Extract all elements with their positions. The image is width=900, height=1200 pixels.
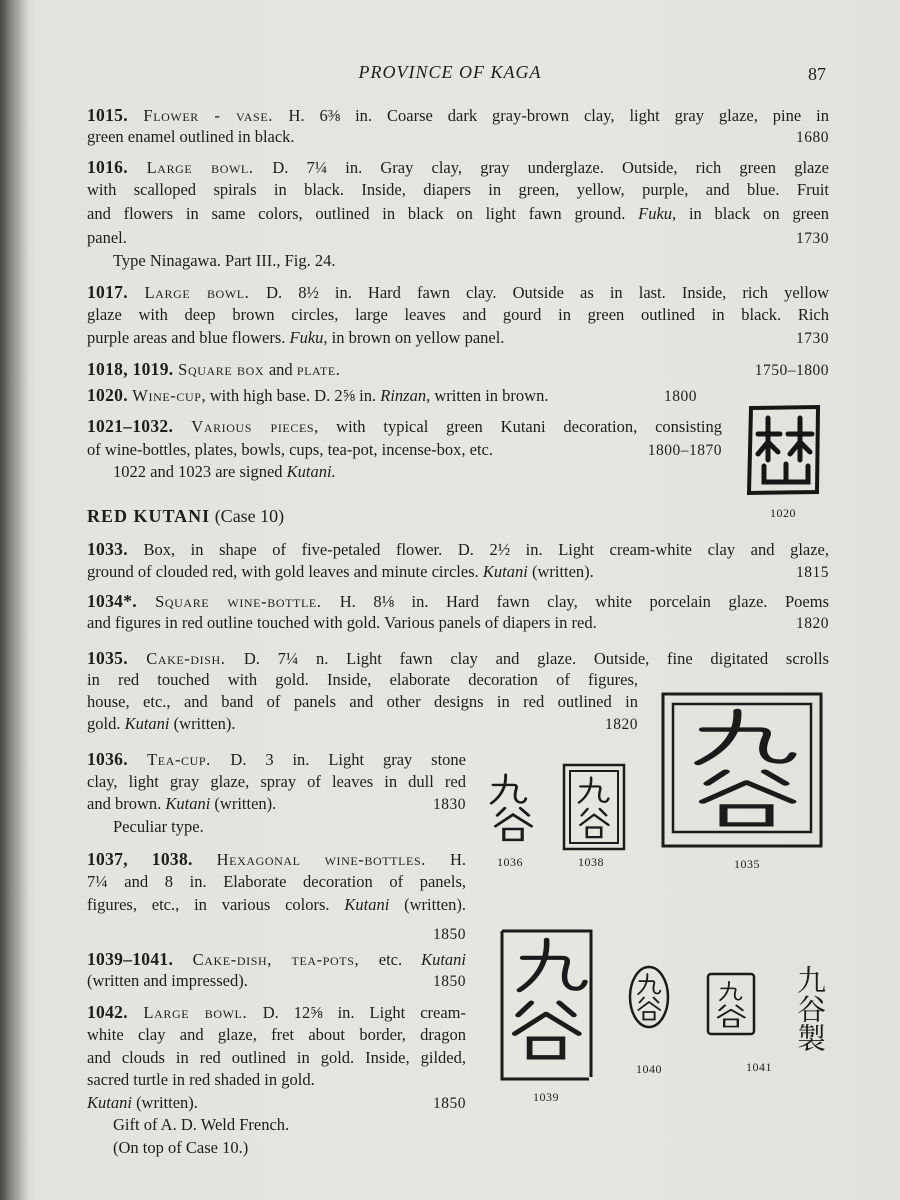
entry-number: 1037, 1038.: [87, 849, 193, 869]
object-type: Large bowl.: [127, 283, 267, 302]
object-type: Flower - vase.: [127, 106, 289, 125]
text-line: [87, 748, 466, 770]
line-text: [87, 894, 466, 916]
mark-1039: [499, 927, 595, 1083]
text-line: [113, 1114, 466, 1136]
line-text: [87, 1047, 466, 1069]
object-type: Large bowl.: [127, 158, 273, 177]
text-line: [113, 461, 722, 483]
line-text: [87, 917, 423, 939]
mark-name: Kutani: [421, 950, 466, 969]
mark-label-1038: 1038: [578, 855, 604, 869]
entry-number: 1042.: [87, 1002, 128, 1022]
text-line: [87, 1069, 466, 1091]
mark-1036: [488, 772, 538, 842]
text-segment: (written).: [131, 1093, 198, 1112]
line-text: [87, 104, 829, 126]
mark-name: Kutani: [124, 714, 170, 733]
entry-date: 1850: [433, 926, 466, 943]
text-segment: , in brown on yellow panel.: [323, 328, 505, 347]
text-segment: white clay and glaze, fret about border, dragon: [87, 1025, 466, 1044]
line-text: [87, 304, 829, 326]
entry-date: 1850: [433, 973, 466, 990]
text-segment: (written).: [527, 562, 594, 581]
line-text: [87, 156, 829, 178]
entry-date: 1815: [796, 564, 829, 581]
text-line: [87, 894, 466, 916]
text-segment: purple areas and blue flowers.: [87, 328, 290, 347]
line-text: [87, 612, 786, 634]
entry-date: 1830: [433, 796, 466, 813]
entry-number: 1020.: [87, 385, 128, 405]
line-text: [113, 1114, 466, 1136]
text-segment: D. 3 in. Light gray stone: [230, 750, 466, 769]
text-segment: (written).: [389, 895, 466, 914]
line-text: [87, 327, 786, 349]
text-segment: , with high base. D. 2⅝ in.: [201, 386, 381, 405]
line-text: [87, 1001, 466, 1023]
object-type: Cake-dish.: [127, 649, 244, 668]
text-segment: Box, in shape of five-petaled flower. D. 2½ in. Light cream-white clay and glaze,: [127, 540, 829, 559]
text-line: [87, 384, 697, 406]
line-text: [113, 461, 722, 483]
text-line: [87, 327, 829, 349]
text-segment: sacred turtle in red shaded in gold.: [87, 1070, 315, 1089]
mark-1041: [706, 972, 756, 1036]
text-segment: D. 12⅝ in. Light cream-: [262, 1003, 466, 1022]
page-number: 87: [808, 64, 826, 84]
entry-date: 1820: [796, 615, 829, 632]
mark-label-1041: 1041: [746, 1060, 772, 1074]
text-segment: ground of clouded red, with gold leaves and minute circles.: [87, 562, 483, 581]
text-line: [87, 793, 466, 815]
text-line: [87, 647, 829, 669]
text-line: [87, 561, 829, 583]
entry-number: 1036.: [87, 749, 128, 769]
text-segment: (written).: [210, 794, 277, 813]
line-text: [87, 713, 595, 735]
line-text: [87, 415, 722, 437]
entry-number: 1015.: [87, 105, 128, 125]
object-type: plate.: [296, 360, 341, 379]
line-text: [87, 1092, 423, 1114]
line-text: [87, 793, 423, 815]
mark-1035: [661, 692, 823, 848]
mark-label-1040: 1040: [636, 1062, 662, 1076]
line-text: [87, 948, 466, 970]
object-type: Large bowl.: [127, 1003, 263, 1022]
line-text: [87, 538, 829, 560]
text-line: [87, 179, 829, 201]
text-segment: gold.: [87, 714, 125, 733]
line-text: [87, 179, 829, 201]
text-segment: and: [268, 360, 297, 379]
text-segment: and figures in red outline touched with gold. Various panels of diapers in red.: [87, 613, 597, 632]
entry-date: 1680: [796, 129, 829, 146]
text-line: [113, 250, 829, 272]
text-line: [87, 126, 829, 148]
text-segment: , written in brown.: [426, 386, 549, 405]
mark-name: Kutani: [165, 794, 211, 813]
text-segment: of wine-bottles, plates, bowls, cups, tea-pot, incense-box, etc.: [87, 440, 493, 459]
text-line: [113, 816, 466, 838]
mark-name: Fuku: [289, 328, 324, 347]
running-header: PROVINCE OF KAGA: [358, 62, 542, 82]
text-line: [87, 304, 829, 326]
text-line: [113, 1137, 466, 1159]
text-line: [87, 104, 829, 126]
text-segment: H. 8⅛ in. Hard fawn clay, white porcelain glaze. Poems: [339, 592, 829, 611]
mark-label-1036: 1036: [497, 855, 523, 869]
text-line: [87, 713, 638, 735]
line-text: [87, 669, 638, 691]
line-text: [87, 126, 786, 148]
object-type: Various pieces: [173, 417, 315, 436]
line-text: [87, 203, 829, 225]
entry-number: 1035.: [87, 648, 128, 668]
mark-name: Kutani: [482, 562, 528, 581]
text-line: [87, 203, 829, 225]
text-segment: panel.: [87, 228, 127, 247]
object-type: Cake-dish, tea-pots,: [173, 950, 379, 969]
mark-1038: [562, 763, 626, 851]
text-line: [87, 281, 829, 303]
section-title: RED KUTANI: [87, 506, 211, 526]
text-segment: and clouds in red outlined in gold. Inside, gilded,: [87, 1048, 466, 1067]
text-line: [87, 691, 638, 713]
text-segment: green enamel outlined in black.: [87, 127, 295, 146]
entry-number: 1034*.: [87, 591, 137, 611]
text-line: [87, 590, 829, 612]
line-text: [87, 590, 829, 612]
text-segment: 7¼ and 8 in. Elaborate decoration of panels,: [87, 872, 466, 891]
line-text: [87, 647, 829, 669]
object-type: Square wine-bottle.: [136, 592, 340, 611]
entry-number: 1021–1032.: [87, 416, 174, 436]
line-text: [87, 771, 466, 793]
object-type: Hexagonal wine-bottles.: [192, 850, 450, 869]
entry-number: 1039–1041.: [87, 949, 174, 969]
line-text: [87, 1069, 466, 1091]
entry-date: 1800–1870: [647, 442, 722, 459]
line-text: [87, 281, 829, 303]
text-segment: 1022 and 1023 are signed: [113, 462, 287, 481]
line-text: [87, 748, 466, 770]
text-line: [87, 227, 829, 249]
text-segment: and flowers in same colors, outlined in black on light fawn ground.: [87, 204, 639, 223]
entry-number: 1017.: [87, 282, 128, 302]
text-segment: Type Ninagawa. Part III., Fig. 24.: [113, 251, 336, 270]
line-text: [87, 1024, 466, 1046]
mark-name: Kutani: [344, 895, 390, 914]
text-segment: , in black on green: [672, 204, 829, 223]
entry-date: 1850: [433, 1095, 466, 1112]
text-segment: Peculiar type.: [113, 817, 204, 836]
object-type: Square box: [173, 360, 269, 379]
text-segment: H. 6⅜ in. Coarse dark gray-brown clay, light gray glaze, pine in: [288, 106, 829, 125]
text-segment: D. 8½ in. Hard fawn clay. Outside as in last. Inside, rich yellow: [266, 283, 829, 302]
entry-date: 1750–1800: [754, 362, 829, 379]
entry-date: 1730: [796, 230, 829, 247]
line-text: [87, 561, 786, 583]
mark-name: Kutani.: [286, 462, 336, 481]
line-text: [87, 384, 654, 406]
text-segment: glaze with deep brown circles, large leaves and gourd in green outlined in black. Rich: [87, 305, 829, 324]
line-text: [87, 227, 786, 249]
text-line: [87, 538, 829, 560]
text-segment: , with typical green Kutani decoration, consisting: [314, 417, 722, 436]
mark-1040: [627, 964, 671, 1030]
entry-date: 1820: [605, 716, 638, 733]
object-type: Wine-cup: [127, 386, 202, 405]
text-line: [87, 917, 466, 943]
text-segment: etc.: [378, 950, 422, 969]
text-line: [87, 970, 466, 992]
mark-label-1020: 1020: [770, 506, 796, 520]
text-line: [87, 1024, 466, 1046]
mark-1020: [746, 404, 822, 496]
section-case: (Case 10): [214, 506, 285, 526]
text-line: [87, 848, 466, 870]
text-line: [87, 358, 829, 380]
text-line: [87, 439, 722, 461]
line-text: [87, 871, 466, 893]
text-line: [87, 771, 466, 793]
text-segment: house, etc., and band of panels and other designs in red outlined in: [87, 692, 638, 711]
text-line: [87, 669, 638, 691]
line-text: [87, 691, 638, 713]
mark-label-1039: 1039: [533, 1090, 559, 1104]
entry-number: 1016.: [87, 157, 128, 177]
text-segment: H.: [449, 850, 466, 869]
text-line: [87, 1047, 466, 1069]
text-segment: in red touched with gold. Inside, elaborate decoration of figures,: [87, 670, 638, 689]
text-line: [87, 948, 466, 970]
text-line: [87, 415, 722, 437]
entry-date: 1730: [796, 330, 829, 347]
mark-kutani-sei: 九谷製: [793, 964, 827, 1052]
book-gutter-shadow: [0, 0, 30, 1200]
mark-name: Fuku: [638, 204, 673, 223]
entry-number: 1033.: [87, 539, 128, 559]
text-line: [87, 871, 466, 893]
section-heading: [87, 506, 284, 527]
text-line: [87, 1092, 466, 1114]
line-text: [87, 358, 745, 380]
text-segment: (written and impressed).: [87, 971, 248, 990]
line-text: [87, 848, 466, 870]
line-text: [113, 1137, 466, 1159]
entry-number: 1018, 1019.: [87, 359, 174, 379]
text-segment: figures, etc., in various colors.: [87, 895, 345, 914]
mark-name: Rinzan: [380, 386, 427, 405]
object-type: Tea-cup.: [127, 750, 231, 769]
text-line: [87, 1001, 466, 1023]
text-segment: clay, light gray glaze, spray of leaves in dull red: [87, 772, 466, 791]
mark-name: Kutani: [87, 1093, 132, 1112]
text-segment: D. 7¼ n. Light fawn clay and glaze. Outside, fine digitated scrolls: [243, 649, 829, 668]
mark-label-1035: 1035: [734, 857, 760, 871]
line-text: [87, 439, 638, 461]
text-segment: with scalloped spirals in black. Inside, diapers in green, yellow, purple, and blue. Fruit: [87, 180, 829, 199]
line-text: [87, 970, 423, 992]
text-segment: Gift of A. D. Weld French.: [113, 1115, 290, 1134]
text-line: [87, 612, 829, 634]
text-line: [87, 156, 829, 178]
entry-date: 1800: [664, 388, 697, 405]
text-segment: and brown.: [87, 794, 166, 813]
line-text: [113, 816, 466, 838]
text-segment: (On top of Case 10.): [113, 1138, 249, 1157]
text-segment: D. 7¼ in. Gray clay, gray underglaze. Outside, rich green glaze: [272, 158, 829, 177]
line-text: [113, 250, 829, 272]
text-segment: (written).: [169, 714, 236, 733]
